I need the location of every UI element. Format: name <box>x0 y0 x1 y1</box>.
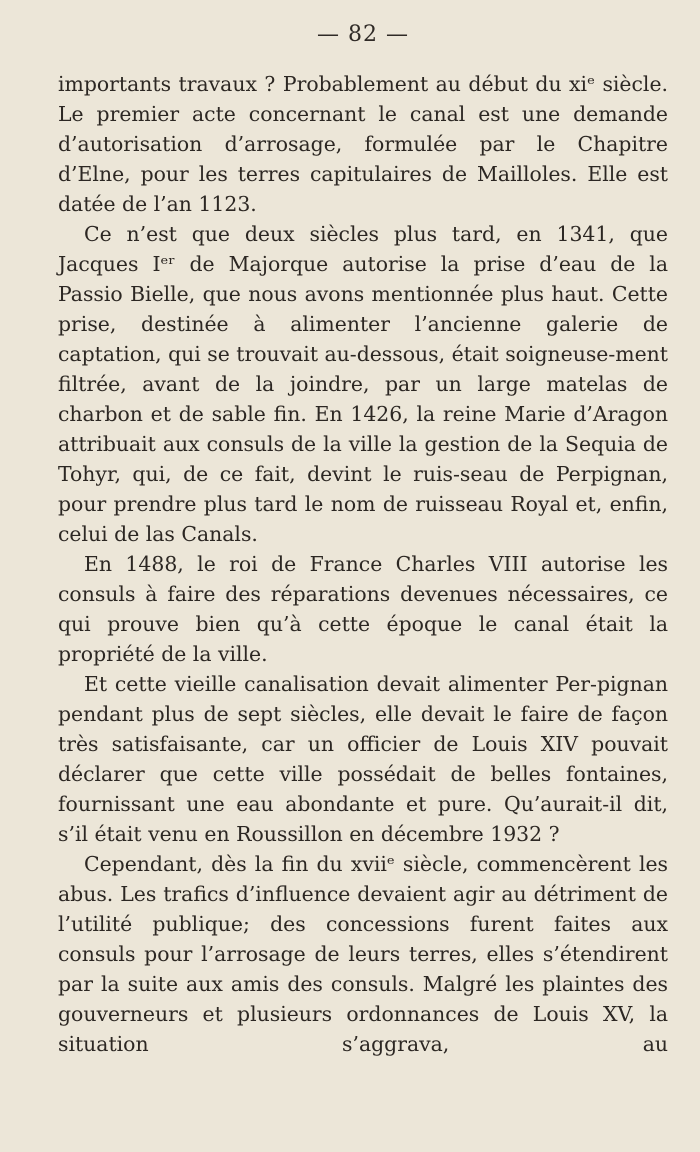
paragraph-1: importants travaux ? Probablement au début du xiᵉ siècle. Le premier acte concernant le canal est une demande d’autorisation d’arrosage, formulée par le Chapitre d’Elne, pour les terres capitulaires de Mailloles. Elle est datée de l’an 1123. <box>58 72 668 216</box>
body-text <box>58 69 668 1059</box>
paragraph-5: Cependant, dès la fin du xviiᵉ siècle, commencèrent les abus. Les trafics d’influence devaient agir au détriment de l’utilité publique; des concessions furent faites aux consuls pour l’arrosage de leurs terres, elles s’étendirent par la suite aux amis des consuls. Malgré les plaintes des gouverneurs et plusieurs ordonnances de Louis XV, la situation s’aggrava, au <box>58 852 668 1056</box>
paragraph-2: Ce n’est que deux siècles plus tard, en 1341, que Jacques Iᵉʳ de Majorque autorise la prise d’eau de la Passio Bielle, que nous avons mentionnée plus haut. Cette prise, destinée à alimenter l’ancienne galerie de captation, qui se trouvait au-dessous, était soigneuse-ment filtrée, avant de la joindre, par un large matelas de charbon et de sable fin. En 1426, la reine Marie d’Aragon attribuait aux consuls de la ville la gestion de la Sequia de Tohyr, qui, de ce fait, devint le ruis-seau de Perpignan, pour prendre plus tard le nom de ruisseau Royal et, enfin, celui de las Canals. <box>58 222 668 546</box>
page-number-header: — 82 — <box>317 22 409 47</box>
paragraph-4: Et cette vieille canalisation devait alimenter Per-pignan pendant plus de sept siècles, elle devait le faire de façon très satisfaisante, car un officier de Louis XIV pouvait déclarer que cette ville possédait de belles fontaines, fournissant une eau abondante et pure. Qu’aurait-il dit, s’il était venu en Roussillon en décembre 1932 ? <box>58 672 668 846</box>
paragraph-3: En 1488, le roi de France Charles VIII autorise les consuls à faire des réparations devenues nécessaires, ce qui prouve bien qu’à cette époque le canal était la propriété de la ville. <box>58 552 668 666</box>
